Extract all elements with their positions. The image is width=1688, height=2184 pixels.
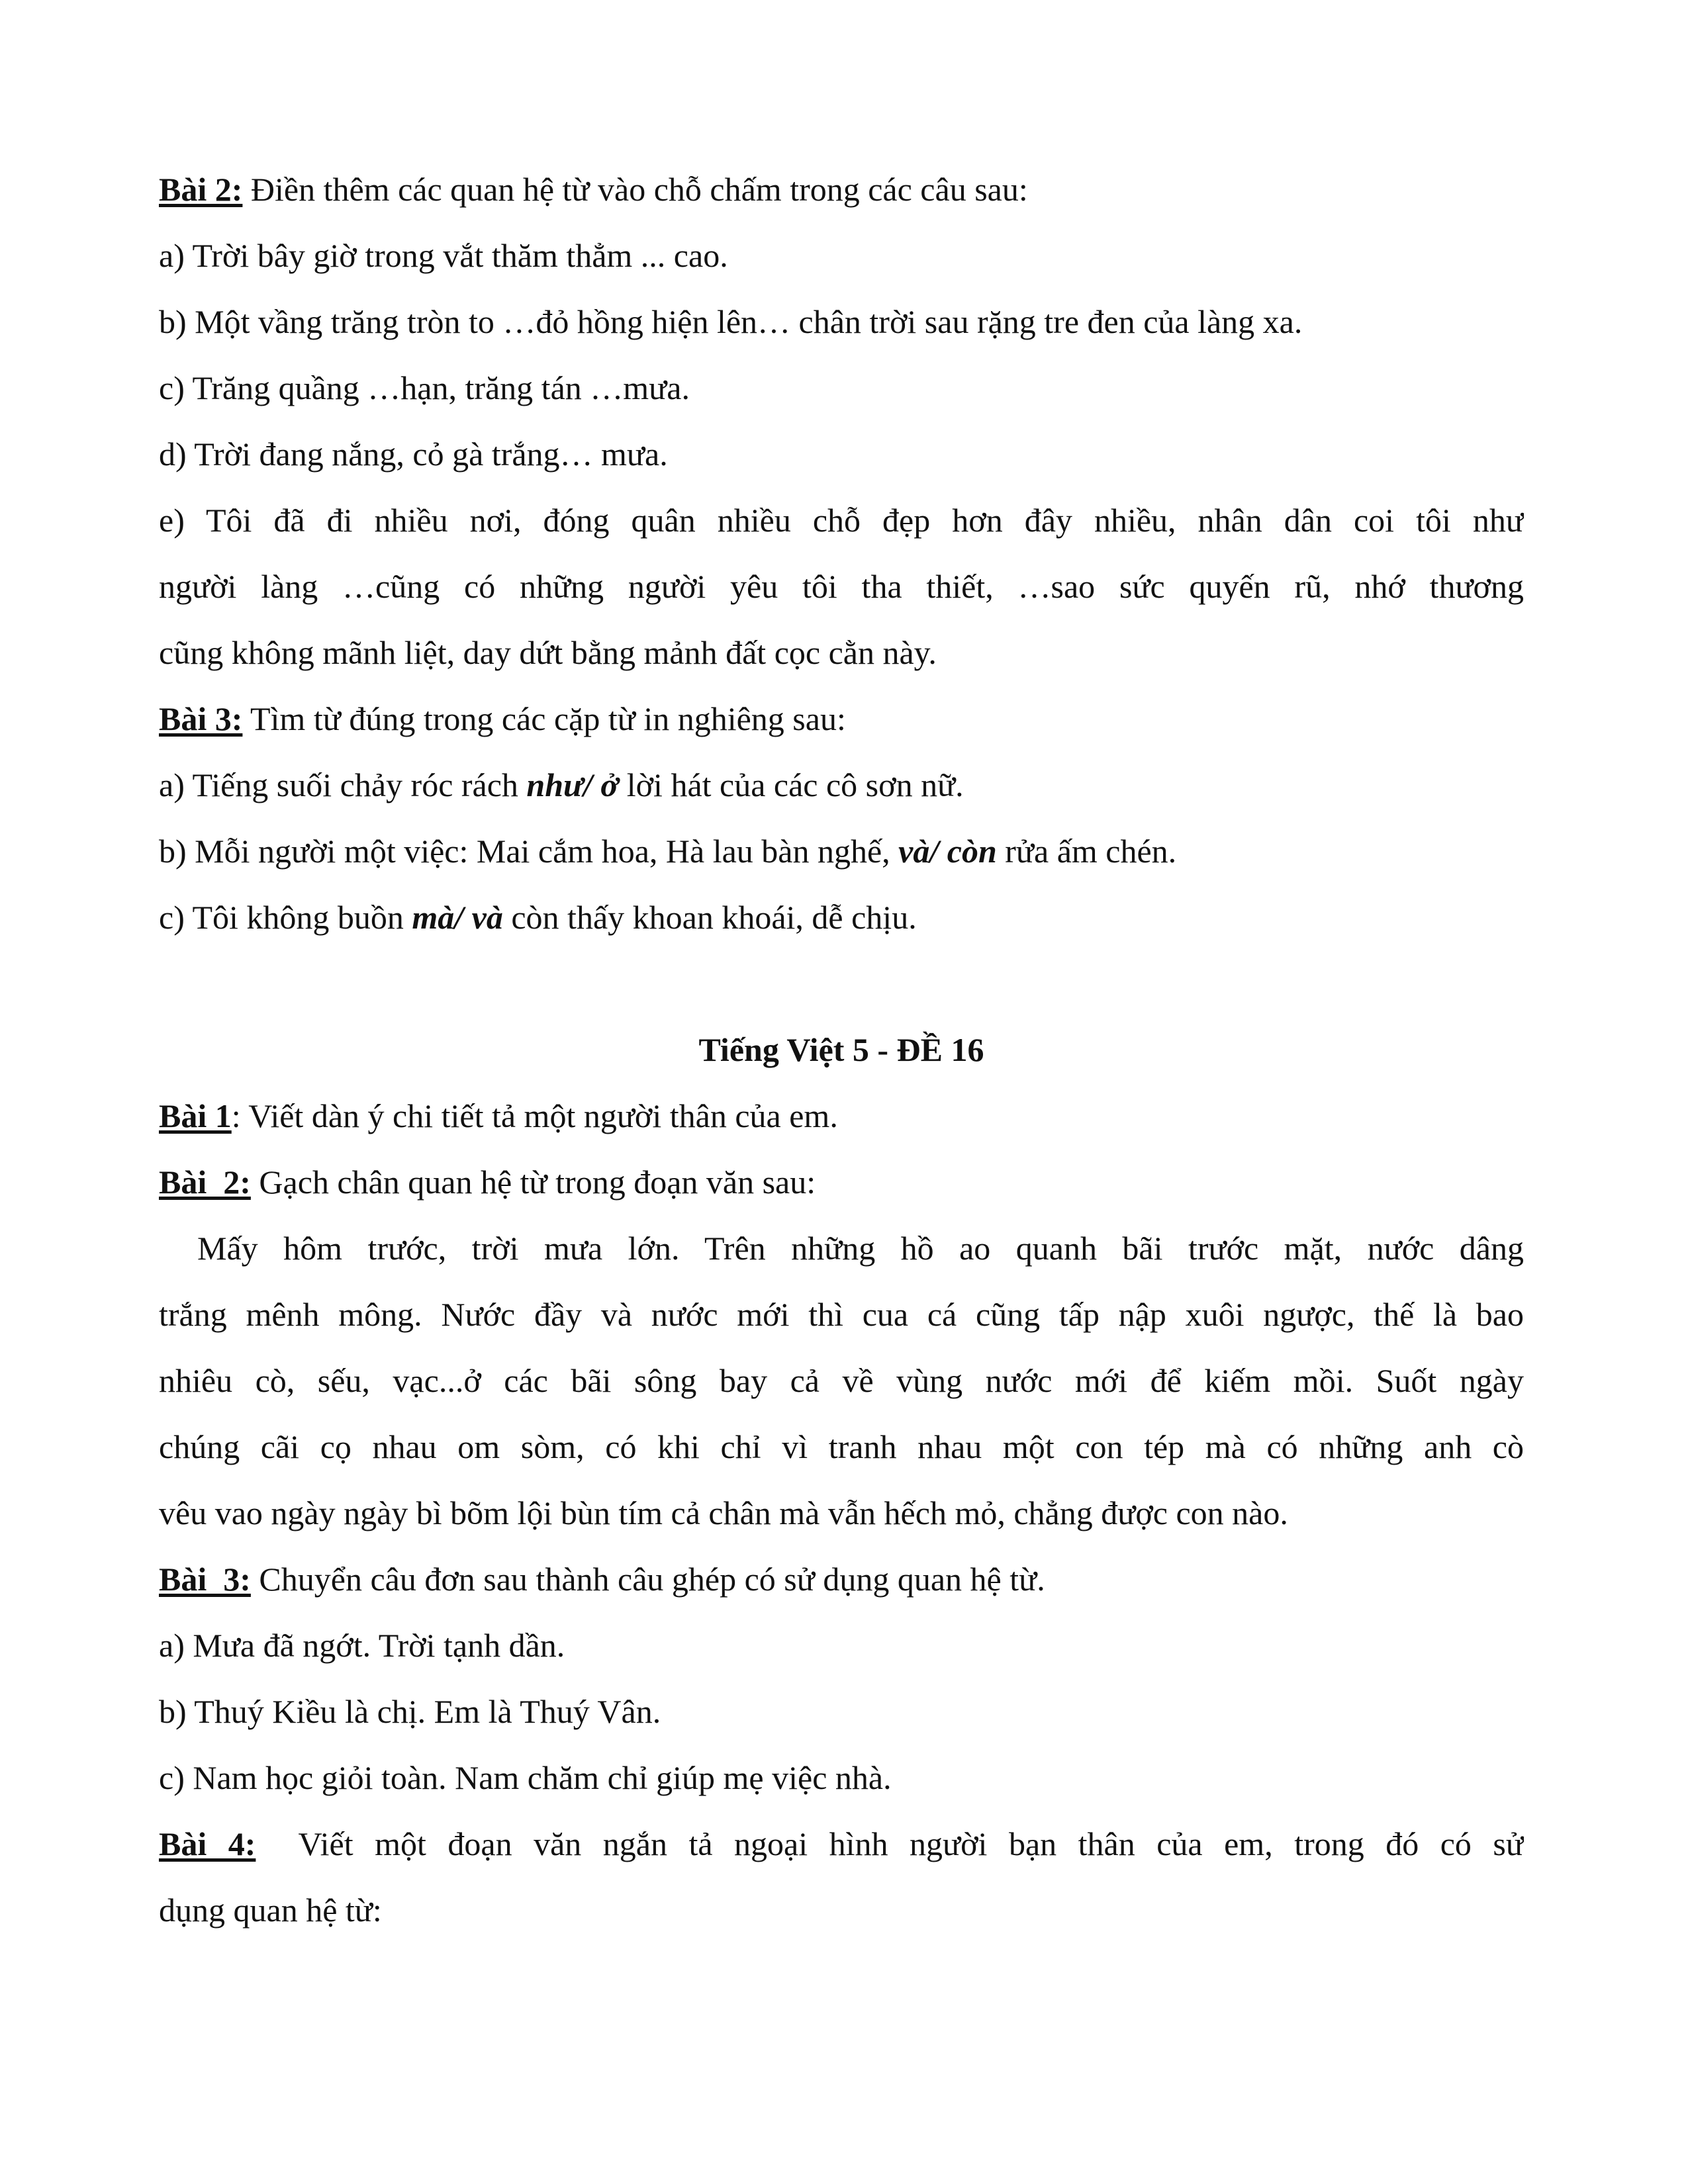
exercise-2-item-c: c) Trăng quầng …hạn, trăng tán …mưa. — [159, 369, 690, 406]
exercise-2b-heading — [159, 1149, 1524, 1215]
paragraph-line-2: trắng mênh mông. Nước đầy và nước mới thì cua cá cũng tấp nập xuôi ngược, thế là bao — [159, 1296, 1524, 1333]
exercise-instruction: Tìm từ đúng trong các cặp từ in nghiêng sau: — [242, 700, 846, 737]
exercise-instruction: Gạch chân quan hệ từ trong đoạn văn sau: — [250, 1163, 816, 1201]
exercise-label: Bài 4: — [159, 1825, 256, 1862]
exercise-instruction: Chuyển câu đơn sau thành câu ghép có sử dụng quan hệ từ. — [250, 1561, 1045, 1598]
exercise-3b-item-b: b) Thuý Kiều là chị. Em là Thuý Vân. — [159, 1693, 661, 1730]
exercise-3-item-a — [159, 752, 1524, 818]
exercise-2-item-e-line-2: người làng …cũng có những người yêu tôi tha thiết, …sao sức quyến rũ, nhớ thương — [159, 568, 1524, 605]
exercise-3b-heading — [159, 1546, 1524, 1612]
paragraph-line-4: chúng cãi cọ nhau om sòm, có khi chỉ vì tranh nhau một con tép mà có những anh cò — [159, 1428, 1524, 1465]
exercise-3-heading — [159, 686, 1524, 752]
exercise-4-heading — [159, 1811, 1524, 1877]
exercise-label: Bài 2: — [159, 171, 243, 208]
document-page — [159, 156, 1524, 1943]
item-text: b) Mỗi người một việc: Mai cắm hoa, Hà lau bàn nghế, — [159, 833, 899, 870]
exercise-3-item-b — [159, 818, 1524, 884]
exercise-label: Bài 1 — [159, 1097, 232, 1134]
exercise-2-heading — [159, 156, 1524, 222]
exercise-label: Bài 2: — [159, 1163, 251, 1201]
exercise-instruction: : Viết dàn ý chi tiết tả một người thân của em. — [231, 1097, 838, 1134]
paragraph-line-5: vêu vao ngày ngày bì bõm lội bùn tím cả chân mà vẫn hếch mỏ, chẳng được con nào. — [159, 1494, 1288, 1531]
item-text: a) Tiếng suối chảy róc rách — [159, 766, 527, 803]
section-title: Tiếng Việt 5 - ĐỀ 16 — [698, 1031, 984, 1068]
exercise-2-item-e-line-3: cũng không mãnh liệt, day dứt bằng mảnh đất cọc cằn này. — [159, 634, 937, 671]
word-choice: như/ ở — [526, 766, 619, 803]
exercise-instruction: Viết một đoạn văn ngắn tả ngoại hình người bạn thân của em, trong đó có sử — [256, 1825, 1524, 1862]
exercise-1-heading — [159, 1083, 1524, 1149]
item-text: còn thấy khoan khoái, dễ chịu. — [502, 899, 917, 936]
paragraph-line-3: nhiêu cò, sếu, vạc...ở các bãi sông bay cả về vùng nước mới để kiếm mồi. Suốt ngày — [159, 1362, 1524, 1399]
paragraph-line-1: Mấy hôm trước, trời mưa lớn. Trên những hồ ao quanh bãi trước mặt, nước dâng — [197, 1230, 1524, 1267]
word-choice: mà/ và — [412, 899, 503, 936]
item-text: rửa ấm chén. — [996, 833, 1177, 870]
exercise-2-item-b: b) Một vầng trăng tròn to …đỏ hồng hiện lên… chân trời sau rặng tre đen của làng xa. — [159, 303, 1303, 340]
exercise-label: Bài 3: — [159, 1561, 251, 1598]
spacer — [159, 950, 1524, 1017]
exercise-4-continuation: dụng quan hệ từ: — [159, 1891, 382, 1929]
exercise-3b-item-a: a) Mưa đã ngớt. Trời tạnh dần. — [159, 1627, 565, 1664]
exercise-instruction: Điền thêm các quan hệ từ vào chỗ chấm trong các câu sau: — [242, 171, 1028, 208]
exercise-3-item-c — [159, 884, 1524, 950]
exercise-2-item-a: a) Trời bây giờ trong vắt thăm thẳm ... cao. — [159, 237, 728, 274]
exercise-2-item-d: d) Trời đang nắng, cỏ gà trắng… mưa. — [159, 435, 668, 473]
item-text: c) Tôi không buồn — [159, 899, 412, 936]
exercise-2-item-e-line-1: e) Tôi đã đi nhiều nơi, đóng quân nhiều chỗ đẹp hơn đây nhiều, nhân dân coi tôi như — [159, 502, 1524, 539]
word-choice: và/ còn — [898, 833, 997, 870]
exercise-3b-item-c: c) Nam học giỏi toàn. Nam chăm chỉ giúp mẹ việc nhà. — [159, 1759, 892, 1796]
exercise-label: Bài 3: — [159, 700, 243, 737]
item-text: lời hát của các cô sơn nữ. — [618, 766, 964, 803]
